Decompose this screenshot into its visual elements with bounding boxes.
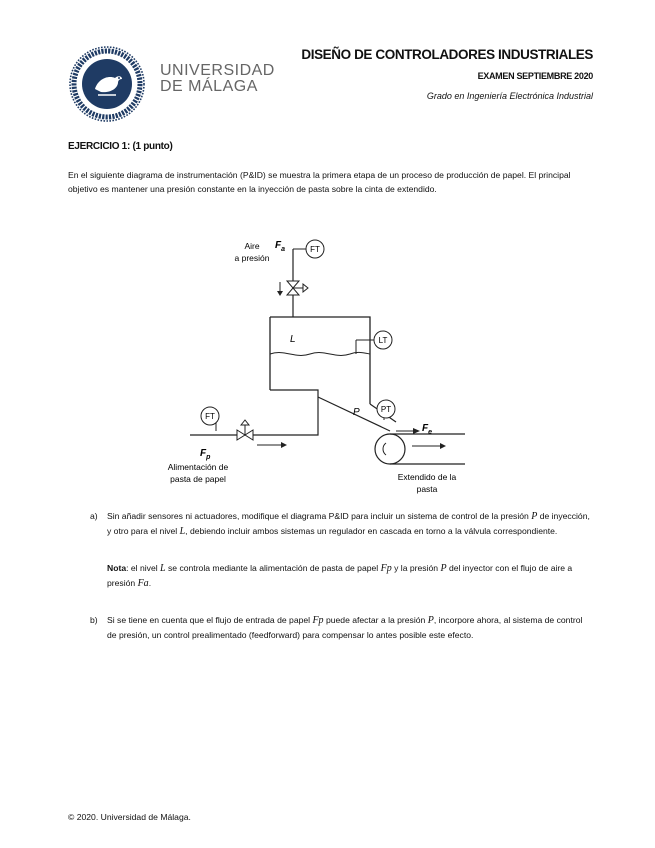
fp-symbol: $F_p$ <box>200 448 211 461</box>
question-b-label: b) <box>90 615 98 625</box>
exercise-title: EJERCICIO 1: (1 punto) <box>68 141 173 152</box>
belt-label: Extendido de la <box>397 472 457 482</box>
air-label: Aire <box>244 241 260 251</box>
course-title: DISEÑO DE CONTROLADORES INDUSTRIALES <box>301 47 593 62</box>
fe-symbol: $F_e$ <box>422 423 433 436</box>
air-label-2: a presión <box>234 253 270 263</box>
pid-diagram <box>160 232 480 500</box>
question-a-label: a) <box>90 511 98 521</box>
belt-label-2: pasta <box>416 484 438 494</box>
university-seal-logo <box>68 45 146 123</box>
ft-left-label: FT <box>205 412 215 421</box>
feed-label-2: pasta de papel <box>170 474 226 484</box>
question-a-text: Sin añadir sensores ni actuadores, modifique el diagrama P&ID para incluir un sistema de control de la presión P de inyección, y otro para el nivel L, debiendo incluir ambos sistemas un regulador en cascada en torno a la válvula correspondiente. <box>107 511 590 537</box>
lt-label: LT <box>378 336 388 345</box>
tank <box>270 317 370 404</box>
feed-label: Alimentación de <box>167 462 229 472</box>
exercise-intro: En el siguiente diagrama de instrumentación (P&ID) se muestra la primera etapa de un proceso de producción de papel. El principal objetivo es mantener una presión constante en la inyección de pasta sobre la cinta de extendido. <box>68 170 571 194</box>
belt-roller <box>375 434 405 464</box>
pressure-symbol: P <box>353 407 360 418</box>
footer-copyright: © 2020. Universidad de Málaga. <box>68 812 191 822</box>
exam-title: EXAMEN SEPTIEMBRE 2020 <box>477 71 593 81</box>
university-name: UNIVERSIDAD DE MÁLAGA <box>160 62 275 95</box>
fa-symbol: $F_a$ <box>275 240 286 253</box>
note-text: Nota: el nivel L se controla mediante la alimentación de pasta de papel Fp y la presión P del inyector con el flujo de aire a presión Fa. <box>107 563 573 589</box>
ft-top-label: FT <box>310 245 320 254</box>
degree-name: Grado en Ingeniería Electrónica Industrial <box>426 91 593 101</box>
pt-label: PT <box>380 405 392 414</box>
level-symbol: L <box>290 334 296 345</box>
question-b-text: Si se tiene en cuenta que el flujo de entrada de papel Fp puede afectar a la presión P, incorpore ahora, al sistema de control de presión, un control prealimentado (feedforward) para compensar lo antes posible este efecto. <box>107 615 583 640</box>
